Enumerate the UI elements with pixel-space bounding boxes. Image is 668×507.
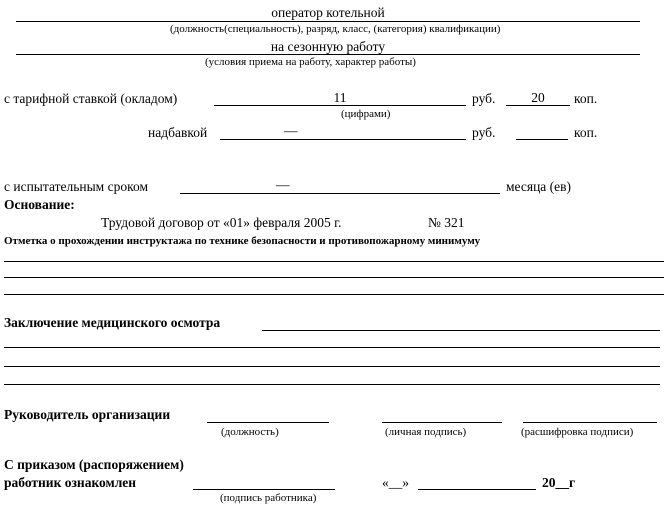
tariff-caption: (цифрами) [341,108,391,120]
acquainted-signature-line [193,489,335,490]
position-value: оператор котельной [271,5,385,20]
basis-number: № 321 [428,215,465,230]
bonus-line [220,139,466,140]
acquainted-line2: работник ознакомлен [4,475,137,490]
head-caption-position: (должность) [221,426,279,438]
safety-line-3 [4,294,664,295]
probation-value: — [276,177,290,192]
probation-unit: месяца (ев) [506,179,572,194]
conditions-line [16,54,640,55]
head-caption-signature: (личная подпись) [385,426,467,438]
probation-line [180,193,500,194]
tariff-label: с тарифной ставкой (окладом) [4,91,178,106]
medical-line-2 [4,347,660,348]
medical-line-4 [4,384,660,385]
conditions-value: на сезонную работу [270,39,386,54]
head-caption-name: (расшифровка подписи) [521,426,634,438]
medical-line-1 [262,330,660,331]
tariff-rub-line [214,105,466,106]
acquainted-line1: С приказом (распоряжением) [4,457,184,472]
tariff-rub-value: 11 [333,90,347,105]
bonus-kop-unit: коп. [574,125,598,140]
head-label: Руководитель организации [4,407,171,422]
safety-line-1 [4,261,664,262]
basis-text: Трудовой договор от «01» февраля 2005 г. [101,215,342,230]
conditions-caption: (условия приема на работу, характер работы) [205,56,416,68]
bonus-rub-unit: руб. [472,125,496,140]
head-name-line [523,422,657,423]
tariff-kop-line [506,105,570,106]
head-position-line [207,422,329,423]
acquainted-date-quote: «__» [382,475,409,490]
safety-heading: Отметка о прохождении инструктажа по технике безопасности и противопожарному минимуму [4,235,481,247]
basis-heading: Основание: [4,197,75,212]
bonus-value: — [284,123,298,138]
safety-line-2 [4,277,664,278]
medical-line-3 [4,366,660,367]
tariff-kop-unit: коп. [574,91,598,106]
bonus-kop-line [516,139,568,140]
acquainted-caption-signature: (подпись работника) [220,492,317,504]
tariff-rub-unit: руб. [472,91,496,106]
acquainted-date-line [418,489,536,490]
medical-heading: Заключение медицинского осмотра [4,315,221,330]
bonus-label: надбавкой [148,125,208,140]
probation-label: с испытательным сроком [4,179,148,194]
position-caption: (должность(специальность), разряд, класс, (категория) квалификации) [170,23,501,35]
position-line [16,21,640,22]
head-signature-line [382,422,502,423]
acquainted-year: 20__г [542,475,576,490]
tariff-kop-value: 20 [531,90,545,105]
